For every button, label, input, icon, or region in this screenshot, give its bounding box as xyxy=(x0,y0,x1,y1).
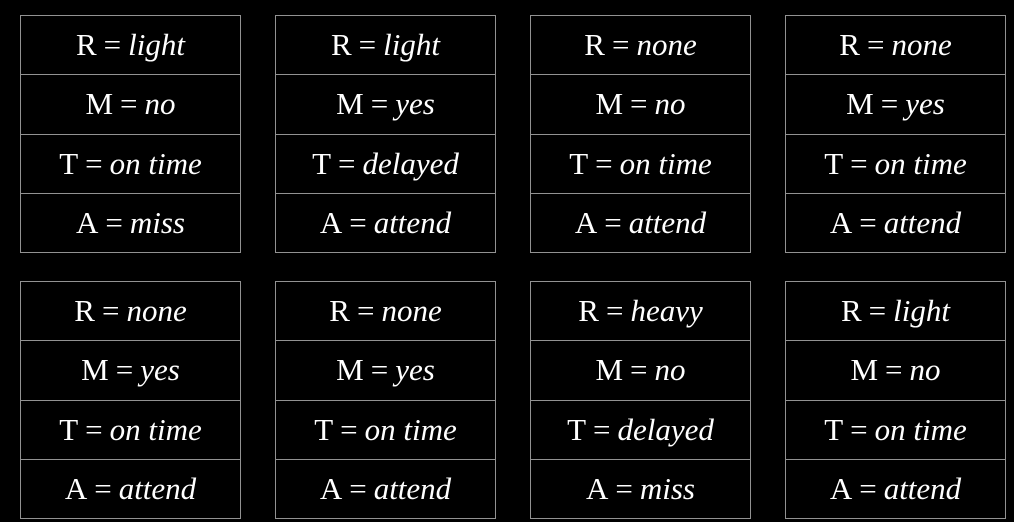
cell-train xyxy=(21,135,240,194)
equals-sign: = xyxy=(340,411,358,447)
variable-value: attend xyxy=(883,204,962,240)
variable-name: M xyxy=(850,352,879,388)
possible-world-table-3 xyxy=(530,15,751,253)
cell-appointment xyxy=(531,460,750,518)
cell-train xyxy=(786,135,1005,194)
variable-value: on time xyxy=(109,411,202,447)
variable-value: delayed xyxy=(362,145,459,181)
variable-value: yes xyxy=(905,86,945,122)
variable-name: T xyxy=(824,411,844,447)
cell-appointment xyxy=(531,194,750,252)
variable-value: on time xyxy=(109,145,202,181)
equals-sign: = xyxy=(370,352,389,388)
variable-value: on time xyxy=(874,411,967,447)
variable-value: attend xyxy=(373,204,452,240)
equals-sign: = xyxy=(595,145,613,181)
equals-sign: = xyxy=(370,86,389,122)
equals-sign: = xyxy=(615,470,633,506)
possible-world-table-6 xyxy=(275,281,496,519)
cell-maintenance xyxy=(276,75,495,134)
variable-value: yes xyxy=(140,352,180,388)
variable-value: attend xyxy=(373,470,452,506)
variable-name: A xyxy=(585,470,609,506)
variable-value: light xyxy=(128,27,185,63)
equals-sign: = xyxy=(115,352,134,388)
possible-world-table-7 xyxy=(530,281,751,519)
possible-world-table-5 xyxy=(20,281,241,519)
variable-value: miss xyxy=(639,470,695,506)
cell-maintenance xyxy=(21,341,240,400)
variable-name: M xyxy=(846,86,874,122)
equals-sign: = xyxy=(105,204,123,240)
variable-name: T xyxy=(314,411,334,447)
variable-name: R xyxy=(75,27,97,63)
cell-maintenance xyxy=(531,75,750,134)
cell-appointment xyxy=(276,194,495,252)
equals-sign: = xyxy=(120,86,138,122)
equals-sign: = xyxy=(604,204,622,240)
variable-name: A xyxy=(75,204,99,240)
variable-name: A xyxy=(64,470,88,506)
variable-name: T xyxy=(59,145,79,181)
cell-maintenance xyxy=(276,341,495,400)
variable-name: A xyxy=(574,204,598,240)
variable-name: R xyxy=(584,27,605,63)
table-row-top xyxy=(20,15,1006,253)
variable-name: T xyxy=(824,145,844,181)
variable-name: A xyxy=(319,470,343,506)
cell-train xyxy=(786,401,1005,460)
cell-appointment xyxy=(786,194,1005,252)
equals-sign: = xyxy=(859,470,877,506)
variable-value: yes xyxy=(395,352,435,388)
variable-name: M xyxy=(336,352,364,388)
cell-maintenance xyxy=(21,75,240,134)
cell-train xyxy=(276,135,495,194)
variable-value: none xyxy=(891,27,952,63)
cell-train xyxy=(276,401,495,460)
table-row-bottom xyxy=(20,281,1006,519)
equals-sign: = xyxy=(101,293,120,329)
variable-name: A xyxy=(829,470,853,506)
cell-rain xyxy=(21,282,240,341)
equals-sign: = xyxy=(630,352,648,388)
equals-sign: = xyxy=(358,27,377,63)
variable-name: M xyxy=(595,86,624,122)
variable-name: T xyxy=(59,411,79,447)
variable-value: attend xyxy=(118,470,197,506)
variable-value: no xyxy=(654,352,686,388)
cell-rain xyxy=(276,282,495,341)
equals-sign: = xyxy=(885,352,903,388)
equals-sign: = xyxy=(349,470,367,506)
variable-value: no xyxy=(144,86,176,122)
cell-maintenance xyxy=(786,75,1005,134)
equals-sign: = xyxy=(605,293,624,329)
variable-value: no xyxy=(654,86,686,122)
equals-sign: = xyxy=(868,293,887,329)
equals-sign: = xyxy=(85,145,103,181)
cell-train xyxy=(531,135,750,194)
variable-value: on time xyxy=(874,145,967,181)
variable-value: no xyxy=(909,352,941,388)
variable-value: on time xyxy=(619,145,712,181)
cell-appointment xyxy=(21,460,240,518)
variable-name: T xyxy=(569,145,589,181)
cell-appointment xyxy=(786,460,1005,518)
equals-sign: = xyxy=(94,470,112,506)
variable-value: attend xyxy=(883,470,962,506)
cell-maintenance xyxy=(786,341,1005,400)
equals-sign: = xyxy=(850,411,868,447)
variable-name: R xyxy=(840,293,862,329)
variable-name: R xyxy=(330,27,352,63)
cell-appointment xyxy=(276,460,495,518)
cell-rain xyxy=(21,16,240,75)
variable-name: M xyxy=(81,352,109,388)
cell-rain xyxy=(276,16,495,75)
cell-maintenance xyxy=(531,341,750,400)
variable-name: A xyxy=(319,204,343,240)
equals-sign: = xyxy=(349,204,367,240)
cell-rain xyxy=(531,282,750,341)
cell-rain xyxy=(786,16,1005,75)
equals-sign: = xyxy=(611,27,630,63)
variable-value: attend xyxy=(628,204,707,240)
variable-name: M xyxy=(336,86,364,122)
possible-world-table-4 xyxy=(785,15,1006,253)
variable-value: light xyxy=(893,293,950,329)
variable-value: delayed xyxy=(617,411,714,447)
cell-train xyxy=(531,401,750,460)
variable-name: T xyxy=(567,411,587,447)
cell-train xyxy=(21,401,240,460)
variable-value: light xyxy=(383,27,440,63)
equals-sign: = xyxy=(593,411,611,447)
variable-name: R xyxy=(74,293,95,329)
variable-name: M xyxy=(595,352,624,388)
variable-value: miss xyxy=(129,204,185,240)
variable-value: yes xyxy=(395,86,435,122)
variable-value: on time xyxy=(364,411,457,447)
variable-name: R xyxy=(329,293,350,329)
variable-value: none xyxy=(636,27,697,63)
variable-value: none xyxy=(126,293,187,329)
variable-name: T xyxy=(312,145,332,181)
equals-sign: = xyxy=(630,86,648,122)
possible-world-table-8 xyxy=(785,281,1006,519)
possible-world-table-2 xyxy=(275,15,496,253)
equals-sign: = xyxy=(866,27,885,63)
equals-sign: = xyxy=(338,145,356,181)
cell-rain xyxy=(531,16,750,75)
equals-sign: = xyxy=(103,27,122,63)
cell-appointment xyxy=(21,194,240,252)
equals-sign: = xyxy=(880,86,899,122)
equals-sign: = xyxy=(85,411,103,447)
cell-rain xyxy=(786,282,1005,341)
variable-value: none xyxy=(381,293,442,329)
equals-sign: = xyxy=(850,145,868,181)
variable-name: A xyxy=(829,204,853,240)
variable-value: heavy xyxy=(630,293,703,329)
possible-world-table-1 xyxy=(20,15,241,253)
variable-name: M xyxy=(85,86,114,122)
variable-name: R xyxy=(578,293,599,329)
equals-sign: = xyxy=(356,293,375,329)
variable-name: R xyxy=(839,27,860,63)
equals-sign: = xyxy=(859,204,877,240)
